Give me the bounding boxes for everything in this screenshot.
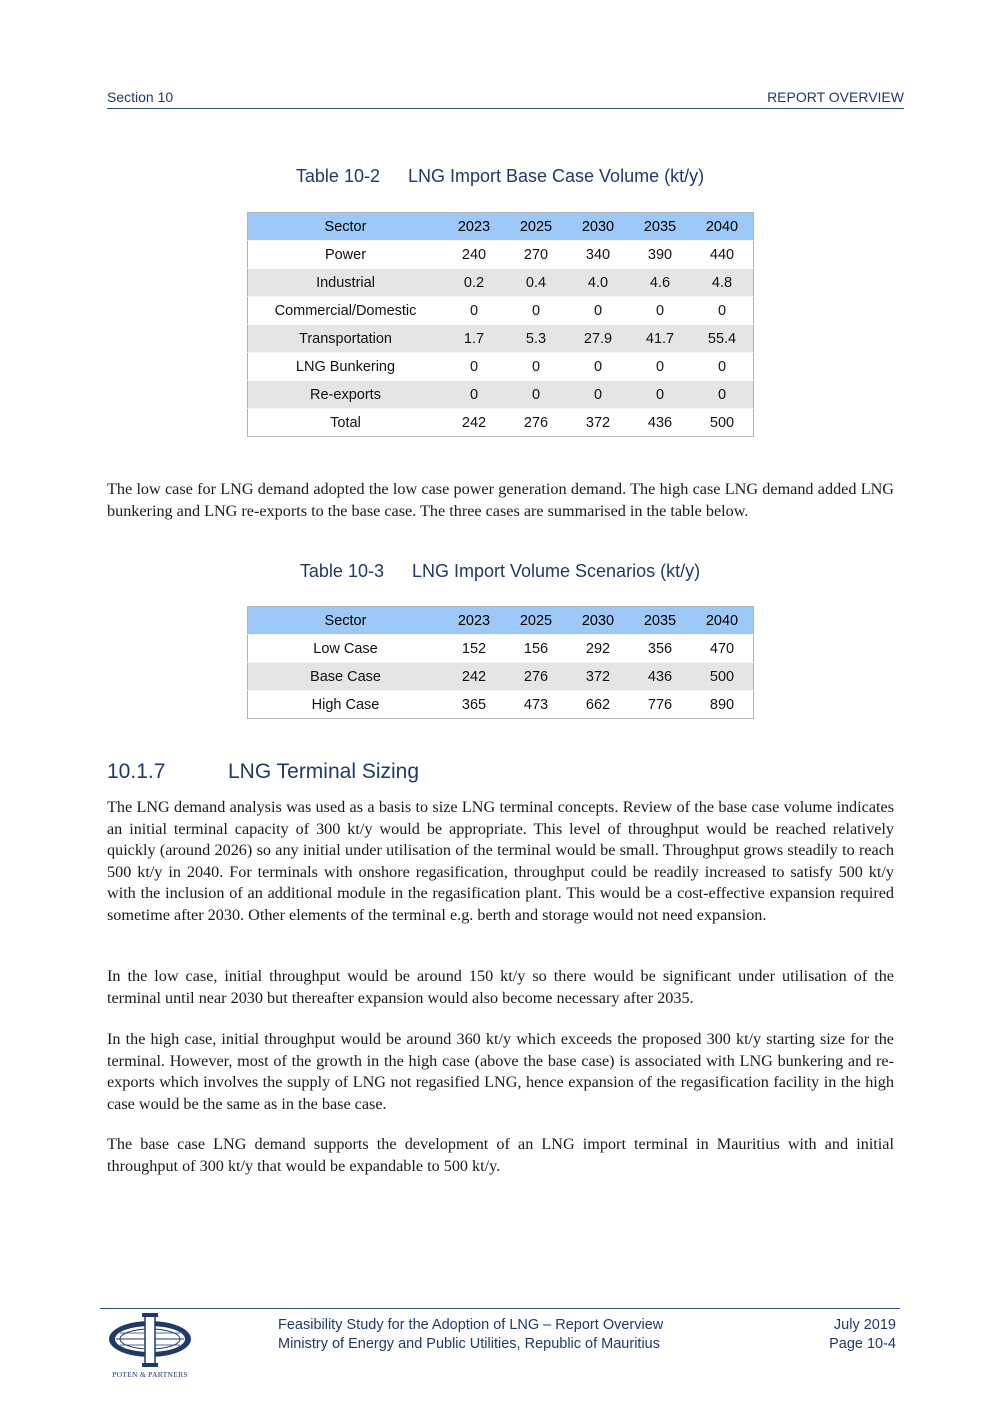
footer-date-page [829,1316,896,1354]
value-cell: 0 [629,353,691,381]
value-cell: 0 [629,297,691,325]
table-caption-number: Table 10-3 [299,561,384,581]
value-cell: 270 [505,241,567,269]
value-cell: 5.3 [505,325,567,353]
paragraph-conclusion: The base case LNG demand supports the development of an LNG import terminal in Mauritius with and initial throughput of 300 kt/y that would be expandable to 500 kt/y. [107,1135,894,1175]
table-row [248,409,754,437]
footer-divider [100,1308,900,1309]
table-caption-title: LNG Import Base Case Volume (kt/y) [407,166,705,186]
section-number: 10.1.7 [107,760,166,783]
column-header-year: 2035 [629,213,691,241]
table-row [248,241,754,269]
value-cell: 152 [443,635,505,663]
table-row [248,691,754,719]
table-header-row [248,213,754,241]
section-title: LNG Terminal Sizing [228,760,420,783]
sector-cell: Industrial [248,269,444,297]
column-header-year: 2040 [691,213,754,241]
value-cell: 0 [505,297,567,325]
value-cell: 242 [443,663,505,691]
value-cell: 27.9 [567,325,629,353]
value-cell: 0 [443,353,505,381]
value-cell: 4.6 [629,269,691,297]
paragraph-low-high-case: The low case for LNG demand adopted the low case power generation demand. The high case LNG demand added LNG bunkering and LNG re-exports to the base case. The three cases are summarised in the table below. [107,480,894,520]
value-cell: 356 [629,635,691,663]
sector-cell: Commercial/Domestic [248,297,444,325]
table-row [248,325,754,353]
value-cell: 0 [567,353,629,381]
value-cell: 156 [505,635,567,663]
header-section: Section 10 [107,89,174,105]
value-cell: 440 [691,241,754,269]
value-cell: 0 [567,297,629,325]
column-header-year: 2025 [505,607,567,635]
table-10-2-caption [0,166,1000,187]
value-cell: 436 [629,663,691,691]
value-cell: 436 [629,409,691,437]
paragraph-terminal-sizing: The LNG demand analysis was used as a basis to size LNG terminal concepts. Review of the base case volume indicates an initial terminal capacity of 300 kt/y would be appropriate. This level of throughput would be reached relatively quickly (around 2026) so any initial under utilisation of the terminal would be small. Throughput grows steadily to reach 500 kt/y in 2040. For terminals with onshore regasification, throughput could be readily increased to satisfy 500 kt/y with the inclusion of an additional module in the regasification plant. This would be a cost-effective expansion required sometime after 2030. Other elements of the terminal e.g. berth and storage would not need expansion. [107,798,894,924]
column-header-sector: Sector [248,213,444,241]
column-header-sector: Sector [248,607,444,635]
value-cell: 0 [505,353,567,381]
logo-text: POTEN & PARTNERS [112,1370,188,1379]
table-10-3-caption [0,561,1000,582]
value-cell: 0 [691,381,754,409]
table-row [248,381,754,409]
value-cell: 372 [567,409,629,437]
footer-study-title: Feasibility Study for the Adoption of LNG – Report Overview [278,1317,664,1333]
value-cell: 0 [443,297,505,325]
sector-cell: High Case [248,691,444,719]
value-cell: 1.7 [443,325,505,353]
value-cell: 500 [691,663,754,691]
section-heading [107,760,419,784]
footer-date: July 2019 [833,1317,896,1333]
table-caption-title: LNG Import Volume Scenarios (kt/y) [411,561,701,581]
column-header-year: 2023 [443,213,505,241]
value-cell: 372 [567,663,629,691]
value-cell: 0 [629,381,691,409]
value-cell: 276 [505,663,567,691]
column-header-year: 2030 [567,607,629,635]
value-cell: 500 [691,409,754,437]
value-cell: 470 [691,635,754,663]
value-cell: 890 [691,691,754,719]
value-cell: 242 [443,409,505,437]
table-row [248,635,754,663]
sector-cell: Re-exports [248,381,444,409]
value-cell: 0 [505,381,567,409]
value-cell: 0 [443,381,505,409]
value-cell: 365 [443,691,505,719]
table-caption-number: Table 10-2 [295,166,380,186]
value-cell: 4.8 [691,269,754,297]
value-cell: 4.0 [567,269,629,297]
page-header [107,88,904,109]
value-cell: 390 [629,241,691,269]
base-case-volume-table [247,212,754,437]
sector-cell: Base Case [248,663,444,691]
sector-cell: Transportation [248,325,444,353]
value-cell: 0 [691,353,754,381]
page-number: Page 10-4 [829,1336,896,1352]
footer-ministry: Ministry of Energy and Public Utilities, Republic of Mauritius [278,1336,660,1352]
value-cell: 0.4 [505,269,567,297]
table-row [248,353,754,381]
footer-title-block [278,1316,663,1354]
value-cell: 0 [691,297,754,325]
value-cell: 55.4 [691,325,754,353]
value-cell: 0.2 [443,269,505,297]
value-cell: 41.7 [629,325,691,353]
column-header-year: 2025 [505,213,567,241]
sector-cell: Low Case [248,635,444,663]
column-header-year: 2035 [629,607,691,635]
sector-cell: LNG Bunkering [248,353,444,381]
value-cell: 662 [567,691,629,719]
header-title: REPORT OVERVIEW [767,89,904,105]
value-cell: 0 [567,381,629,409]
table-header-row [248,607,754,635]
column-header-year: 2030 [567,213,629,241]
value-cell: 276 [505,409,567,437]
paragraph-high-case: In the high case, initial throughput would be around 360 kt/y which exceeds the proposed 300 kt/y starting size for the terminal. However, most of the growth in the high case (above the base case) is associated with LNG bunkering and re-exports which involves the supply of LNG not regasified LNG, hence expansion of the regasification facility in the high case would be the same as in the base case. [107,1030,894,1113]
value-cell: 292 [567,635,629,663]
paragraph-low-case: In the low case, initial throughput would be around 150 kt/y so there would be significant under utilisation of the terminal until near 2030 but thereafter expansion would also become necessary after 2035. [107,967,894,1007]
table-row [248,269,754,297]
value-cell: 240 [443,241,505,269]
value-cell: 340 [567,241,629,269]
volume-scenarios-table [247,606,754,719]
sector-cell: Power [248,241,444,269]
value-cell: 776 [629,691,691,719]
value-cell: 473 [505,691,567,719]
sector-cell: Total [248,409,444,437]
table-row [248,663,754,691]
column-header-year: 2040 [691,607,754,635]
table-row [248,297,754,325]
column-header-year: 2023 [443,607,505,635]
